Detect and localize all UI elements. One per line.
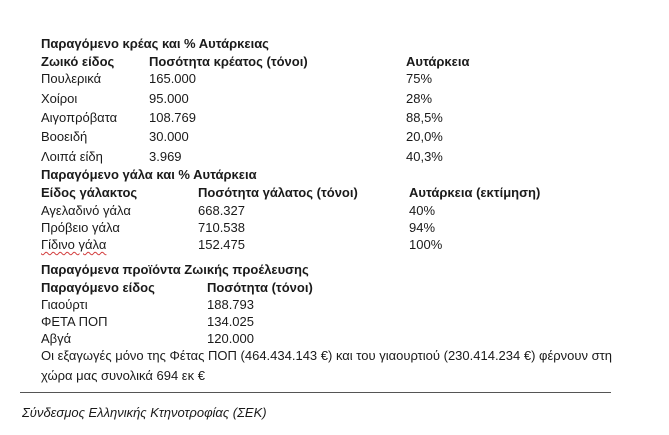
milk-header-type: Είδος γάλακτος [41,185,138,200]
milk-row-selfsufficiency: 100% [409,237,443,252]
meat-row-species: Αιγοπρόβατα [41,110,118,125]
meat-row-species: Βοοειδή [41,129,88,144]
meat-row-species: Πουλερικά [41,71,102,86]
products-row-quantity: 188.793 [207,297,254,312]
source-caption: Σύνδεσμος Ελληνικής Κτηνοτροφίας (ΣΕΚ) [22,405,267,420]
meat-header-species: Ζωικό είδος [41,54,115,69]
products-row-item: ΦΕΤΑ ΠΟΠ [41,314,108,329]
divider [20,392,611,393]
meat-row-selfsufficiency: 75% [406,71,433,86]
meat-header-quantity: Ποσότητα κρέατος (τόνοι) [149,54,308,69]
meat-row-selfsufficiency: 40,3% [406,149,443,164]
meat-row-selfsufficiency: 28% [406,91,433,106]
meat-row-quantity: 3.969 [149,149,182,164]
products-header-item: Παραγόμενο είδος [41,280,155,295]
milk-row-type: Γίδινο γάλα [41,237,107,252]
milk-row-selfsufficiency: 94% [409,220,436,235]
milk-row-selfsufficiency: 40% [409,203,436,218]
meat-row-quantity: 95.000 [149,91,189,106]
milk-row-quantity: 152.475 [198,237,245,252]
milk-section-title: Παραγόμενο γάλα και % Αυτάρκεια [41,167,257,182]
products-row-item: Γιαούρτι [41,297,88,312]
meat-row-selfsufficiency: 20,0% [406,129,443,144]
milk-header-quantity: Ποσότητα γάλατος (τόνοι) [198,185,358,200]
exports-note: Οι εξαγωγές μόνο της Φέτας ΠΟΠ (464.434.143 €) και του γιαουρτιού (230.414.234 €) φέρνουν στη χώρα μας συνολικά 694 εκ € [41,348,612,383]
products-header-quantity: Ποσότητα (τόνοι) [207,280,313,295]
milk-row-type: Πρόβειο γάλα [41,220,120,235]
products-row-quantity: 134.025 [207,314,254,329]
milk-header-selfsufficiency: Αυτάρκεια (εκτίμηση) [409,185,541,200]
milk-row-quantity: 710.538 [198,220,245,235]
meat-section-title: Παραγόμενο κρέας και % Αυτάρκειας [41,36,269,51]
meat-row-species: Λοιπά είδη [41,149,103,164]
meat-row-selfsufficiency: 88,5% [406,110,443,125]
milk-row-type: Αγελαδινό γάλα [41,203,131,218]
products-row-quantity: 120.000 [207,331,254,346]
meat-row-quantity: 165.000 [149,71,196,86]
meat-row-quantity: 30.000 [149,129,189,144]
meat-header-selfsufficiency: Αυτάρκεια [406,54,470,69]
milk-row-quantity: 668.327 [198,203,245,218]
meat-row-quantity: 108.769 [149,110,196,125]
products-section-title: Παραγόμενα προϊόντα Ζωικής προέλευσης [41,262,309,277]
meat-row-species: Χοίροι [41,91,78,106]
products-row-item: Αβγά [41,331,72,346]
